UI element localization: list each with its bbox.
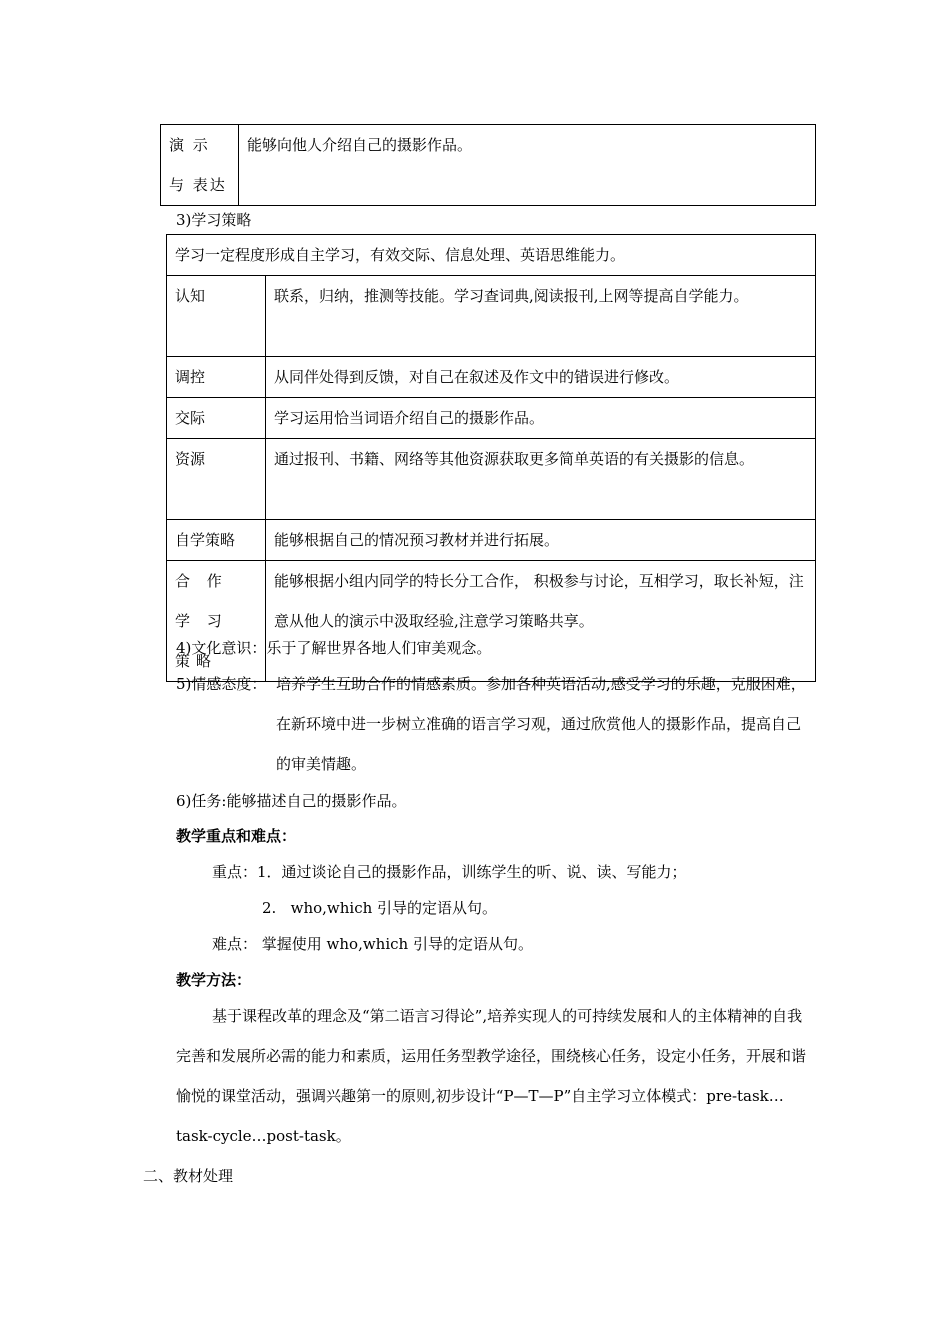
culture-awareness: 4)文化意识：乐于了解世界各地人们审美观念。 [176,639,492,657]
key-points-heading: 教学重点和难点： [176,827,297,845]
row-content: 能够根据自己的情况预习教材并进行拓展。 [266,520,816,561]
strategy-heading: 3)学习策略 [176,211,252,229]
row-label: 自学策略 [167,520,266,561]
table-row [167,357,816,398]
row-content: 从同伴处得到反馈，对自己在叙述及作文中的错误进行修改。 [266,357,816,398]
row-content: 通过报刊、书籍、网络等其他资源获取更多简单英语的有关摄影的信息。 [266,439,816,520]
row-label: 调控 [167,357,266,398]
row-label: 交际 [167,398,266,439]
method-heading: 教学方法： [176,971,252,989]
strategy-table [166,234,816,682]
difficult-point: 难点： 掌握使用 who,which 引导的定语从句。 [212,935,533,953]
table-row [161,125,816,206]
presentation-table [160,124,816,206]
task-line: 6)任务:能够描述自己的摄影作品。 [176,792,407,810]
table-row [167,276,816,357]
row-label: 资源 [167,439,266,520]
row-content: 能够根据小组内同学的特长分工合作， 积极参与讨论，互相学习，取长补短，注意从他人的演示中汲取经验,注意学习策略共享。 [266,561,816,682]
table-row [167,520,816,561]
method-text: 基于课程改革的理念及“第二语言习得论”,培养实现人的可持续发展和人的主体精神的自我完善和发展所必需的能力和素质，运用任务型教学途径，围绕核心任务，设定小任务，开展和谐愉悦的课堂活动，强调兴趣第一的原则,初步设计“P—T—P”自主学习立体模式：pre-task…task-cycle…post-task。 [176,1007,807,1145]
table-row [167,439,816,520]
key-point-2: 2. who,which 引导的定语从句。 [262,899,498,917]
table-row [167,235,816,276]
row-content: 联系，归纳，推测等技能。学习查词典,阅读报刊,上网等提高自学能力。 [266,276,816,357]
row-content: 学习运用恰当词语介绍自己的摄影作品。 [266,398,816,439]
section-two-heading: 二、教材处理 [143,1167,234,1185]
row-label: 认知 [167,276,266,357]
row-label: 合 作 学 习 策略 [167,561,266,682]
table-row [167,398,816,439]
key-point-1: 重点：1．通过谈论自己的摄影作品，训练学生的听、说、读、写能力； [212,863,687,881]
row-content: 能够向他人介绍自己的摄影作品。 [239,125,816,206]
row-label: 演 示 与 表达 [161,125,239,206]
emotion-text: 培养学生互助合作的情感素质。参加各种英语活动,感受学习的乐趣，克服困难，在新环境中进一步树立准确的语言学习观，通过欣赏他人的摄影作品，提高自己的审美情趣。 [276,675,806,773]
table-header: 学习一定程度形成自主学习，有效交际、信息处理、英语思维能力。 [167,235,816,276]
emotion-label: 5)情感态度： [176,675,267,693]
